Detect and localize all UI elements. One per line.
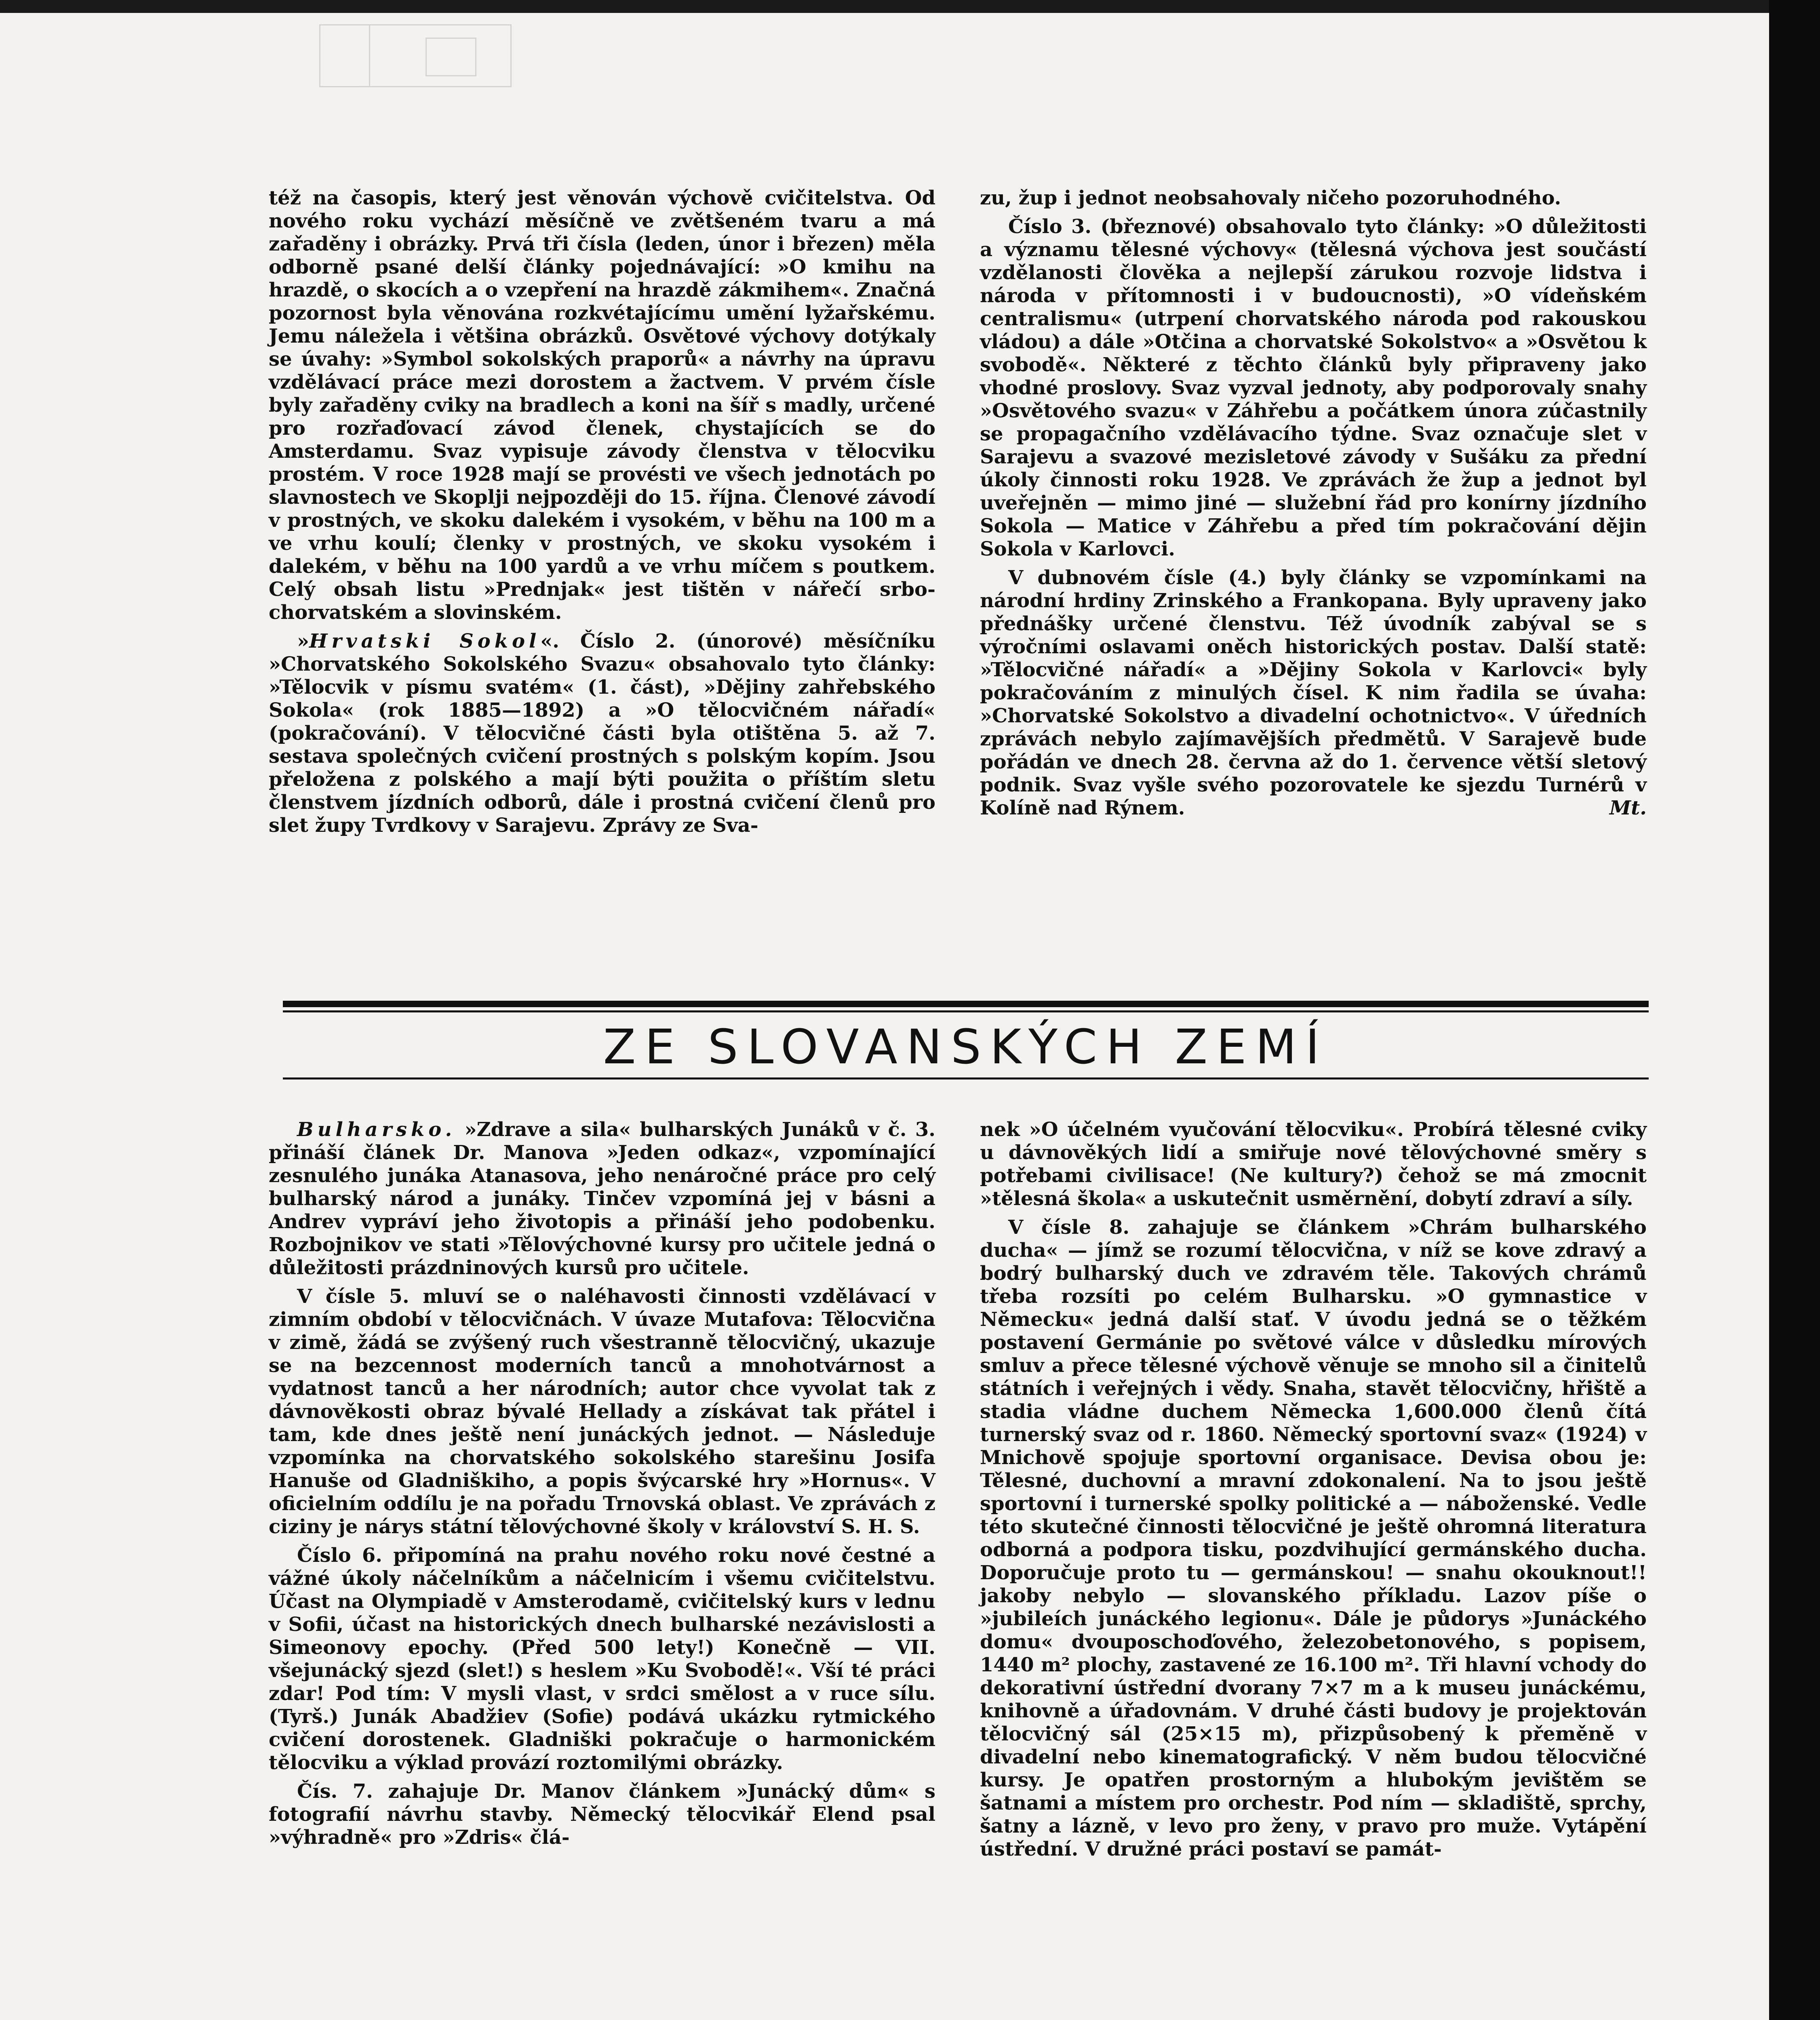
country-name: Bulharsko. <box>297 1118 456 1141</box>
paragraph-text: «. Číslo 2. (únorové) měsíčníku »Chorvatského Sokolského Svazu« obsahovalo tyto články: »Tělocvik v písmu svatém« (1. část), »Dějiny zahřebského Sokola« (rok 1885—1892) a »O tělocvičném nářadí« (pokračování). V tělocvičné části byla otištěna 5. až 7. sestava společných cvičení prostných s polským kopím. Jsou přeložena z polského a mají býti použita o příštím sletu členstvem jízdních odborů, dále i prostná cvičení členů pro slet župy Tvrdkovy v Sarajevu. Zprávy ze Sva- <box>269 630 936 837</box>
section-rule-bottom <box>283 1077 1649 1079</box>
paragraph <box>269 1118 935 1279</box>
paragraph: V čísle 8. zahajuje se článkem »Chrám bulharského ducha« — jímž se rozumí tělocvična, v níž se kove zdravý a bodrý bulharský duch ve zdravém těle. Takových chrámů třeba rozsíti po celém Bulharsku. »O gymnastice v Německu« jedná další stať. V úvodu jedná se o těžkém postavení Germánie po světové válce v důsledku mírových smluv a přece tělesné výchově věnuje se mnoho sil a činitelů státních i veřejných i vědy. Snaha, stavět tělocvičny, hřiště a stadia vládne duchem Německa 1,600.000 členů čítá turnerský svaz od r. 1860. Německý sportovní svaz« (1924) v Mnichově spojuje sportovní organisace. Devisa obou je: Tělesné, duchovní a mravní zdokonalení. Na to jsou ještě sportovní i turnerské spolky politické a — náboženské. Vedle této skutečné činnosti tělocvičné je ještě ohromná literatura odborná a podpora tisku, pozdvihující germánského ducha. Doporučuje proto tu — germánskou! — snahu okouknout!! jakoby nebylo — slovanského příkladu. Lazov píše o »jubileích junáckého legionu«. Dále je půdorys »Junáckého domu« dvouposchoďového, železobetonového, s popisem, 1440 m² plochy, zastavené ze 16.100 m². Tři hlavní vchody do dekorativní ústřední dvorany 7×7 m a k museu junáckému, knihovně a úřadovnám. V druhé části budovy je projektován tělocvičný sál (25×15 m), přizpůsobený k přeměně v divadelní nebo kinematografický. V něm budou tělocvičné kursy. Je opatřen prostorným a hlubokým jevištěm se šatnami a místem pro orchestr. Pod ním — skladiště, sprchy, šatny a lázně, v levo pro ženy, v pravo pro muže. Vytápění ústřední. V družné práci postaví se památ- <box>980 1216 1647 1860</box>
paragraph: nek »O účelném vyučování tělocviku«. Probírá tělesné cviky u dávnověkých lidí a smiřuje nové tělovýchovné směry s potřebami civilisace! (Ne kultury?) čehož se má zmocnit »tělesná škola« a uskutečnit usměrnění, dobytí zdraví a síly. <box>980 1118 1647 1210</box>
paragraph-text: »Zdrave a sila« bulharských Junáků v č. 3. přináší článek Dr. Manova »Jeden odkaz«, vzpomínající zesnulého junáka Atanasova, jeho nenáročné práce pro celý bulharský národ a junáky. Tinčev vzpomíná jej v básni a Andrev vypráví jeho životopis a přináší jeho podobenku. Rozbojnikov ve stati »Tělovýchovné kursy pro učitele jedná o důležitosti prázdninových kursů pro učitele. <box>269 1118 935 1279</box>
paragraph: zu, žup i jednot neobsahovaly ničeho pozoruhodného. <box>980 187 1561 209</box>
section-rule-thin <box>283 1010 1649 1012</box>
scan-border-right <box>1769 0 1820 2020</box>
paragraph <box>980 566 1647 820</box>
library-stamp <box>319 24 512 87</box>
paragraph: »Hrvatski Sokol«. Číslo 2. (únorové) měsíčníku »Chorvatského Sokolského Svazu« obsahovalo tyto články: »Tělocvik v písmu svatém« (1. část), »Dějiny zahřebského Sokola« (rok 1885—1892) a »O tělocvičném nářadí« (pokračování). V tělocvičné části byla otištěna 5. až 7. sestava společných cvičení prostných s polským kopím. Jsou přeložena z polského a mají býti použita o příštím sletu členstvem jízdních odborů, dále i prostná cvičení členů pro slet župy Tvrdkovy v Sarajevu. Zprávy ze Sva- <box>269 630 936 837</box>
paragraph: Číslo 3. (březnové) obsahovalo tyto články: »O důležitosti a významu tělesné výchovy« (tělesná výchova jest součástí vzdělanosti člověka a nejlepší zárukou rozvoje lidstva i národa v přítomnosti i v budoucnosti), »O vídeňském centralismu« (utrpení chorvatského národa pod rakouskou vládou) a dále »Otčina a chorvatské Sokolstvo« a »Osvětou k svobodě«. Některé z těchto článků byly připraveny jako vhodné proslovy. Svaz vyzval jednoty, aby podporovaly snahy »Osvětového svazu« v Záhřebu a počátkem února zúčastnily se propagačního vzdělávacího týdne. Svaz označuje slet v Sarajevu a svazové mezisletové závody v Sušáku za přední úkoly činnosti roku 1928. Ve zprávách že žup a jednot byl uveřejněn — mimo jiné — služební řád pro konírny jízdního Sokola — Matice v Záhřebu a před tím pokračování dějin Sokola v Karlovci. <box>980 215 1647 560</box>
top-left-column <box>269 187 935 837</box>
section-rule-thick <box>283 1001 1649 1007</box>
section-title: ZE SLOVANSKÝCH ZEMÍ <box>603 1019 1329 1075</box>
top-right-column <box>980 187 1647 820</box>
scan-border-top <box>0 0 1820 13</box>
paragraph: Číslo 6. připomíná na prahu nového roku nové čestné a vážné úkoly náčelníkům a náčelnicím i všemu cvičitelstvu. Účast na Olympiadě v Amsterodamě, cvičitelský kurs v lednu v Sofii, účast na historických dnech bulharské nezávislosti a Simeonovy epochy. (Před 500 lety!) Konečně — VII. všejunácký sjezd (slet!) s heslem »Ku Svobodě!«. Vší té práci zdar! Pod tím: V mysli vlast, v srdci smělost a v ruce sílu. (Tyrš.) Junák Abadžiev (Sofie) podává ukázku rytmického cvičení dorostenek. Gladniški pokračuje o harmonickém tělocviku a výklad provází roztomilými obrázky. <box>269 1544 935 1774</box>
bottom-left-column <box>269 1118 935 1849</box>
periodical-name: Hrvatski Sokol <box>309 630 541 652</box>
author-signature: Mt. <box>1609 797 1647 819</box>
paragraph-text: V dubnovém čísle (4.) byly články se vzpomínkami na národní hrdiny Zrinského a Frankopana. Byly upraveny jako přednášky určené členstvu. Též úvodník zabýval se s výročními oslavami oněch historických postav. Další statě: »Tělocvičné nářadí« a »Dějiny Sokola v Karlovci« byly pokračováním z minulých čísel. K nim řadila se úvaha: »Chorvatské Sokolstvo a divadelní ochotnictvo«. V úředních zprávách nebylo zajímavějších předmětů. V Sarajevě bude pořádán ve dnech 28. června až do 1. července větší sletový podnik. Svaz vyšle svého pozorovatele ke sjezdu Turnérů v Kolíně nad Rýnem. <box>980 566 1647 819</box>
paragraph: V čísle 5. mluví se o naléhavosti činnosti vzdělávací v zimním období v tělocvičnách. V úvaze Mutafova: Tělocvična v zimě, žádá se zvýšený ruch všestranně tělocvičný, ukazuje se na bezcennost moderních tanců a mnohotvárnost a vydatnost tanců a her národních; autor chce vyvolat tak z dávnověkosti obraz bývalé Hellady a získávat tak přátel i tam, kde dnes ještě není junáckých jednot. — Následuje vzpomínka na chorvatského sokolského starešinu Josifa Hanuše od Gladniškiho, a popis švýcarské hry »Hornus«. V oficielním oddílu je na pořadu Trnovská oblast. Ve zprávách z ciziny je nárys státní tělovýchovné školy v království S. H. S. <box>269 1285 935 1538</box>
paragraph: též na časopis, který jest věnován výchově cvičitelstva. Od nového roku vychází měsíčně ve zvětšeném tvaru a má zařaděny i obrázky. Prvá tři čísla (leden, únor i březen) měla odborně psané delší články pojednávající: »O kmihu na hrazdě, o skocích a o vzepření na hrazdě zákmihem«. Značná pozornost byla věnována rozkvétajícímu umění lyžařskému. Jemu náležela i většina obrázků. Osvětové výchovy dotýkaly se úvahy: »Symbol sokolských praporů« a návrhy na úpravu vzdělávací práce mezi dorostem a žactvem. V prvém čísle byly zařaděny cviky na bradlech a koni na šíř s madly, určené pro rozřaďovací závod členek, chystajících se do Amsterdamu. Svaz vypisuje závody členstva v tělocviku prostém. V roce 1928 mají se provésti ve všech jednotách po slavnostech ve Skoplji nejpozději do 15. října. Členové závodí v prostných, ve skoku dalekém i vysokém, v běhu na 100 m a ve vrhu koulí; členky v prostných, ve skoku vysokém i dalekém, v běhu na 100 yardů a ve vrhu míčem s poutkem. Celý obsah listu »Prednjak« jest tištěn v nářečí srbo-chorvatském a slovinském. <box>269 187 935 624</box>
bottom-right-column <box>980 1118 1647 1861</box>
paragraph: Čís. 7. zahajuje Dr. Manov článkem »Junácký dům« s fotografií návrhu stavby. Německý tělocvikář Elend psal »výhradně« pro »Zdris« člá- <box>269 1780 935 1849</box>
